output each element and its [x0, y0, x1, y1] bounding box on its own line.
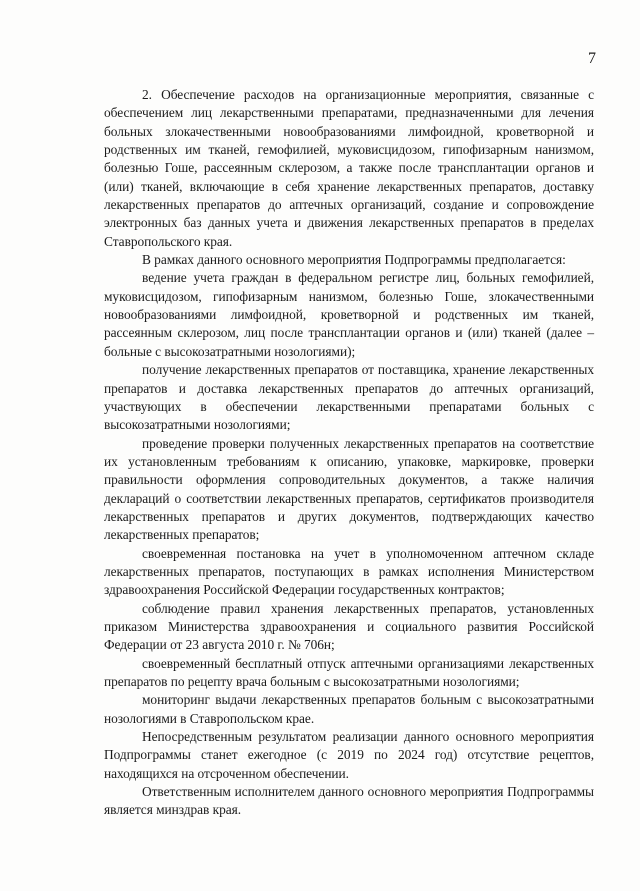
- paragraph-receipt: получение лекарственных препаратов от поставщика, хранение лекарственных препаратов и доставка лекарственных препаратов до аптечных организаций, участвующих в обеспечении лекарственными препаратами больных с высокозатратными нозологиями;: [104, 362, 594, 433]
- paragraph-registration: своевременная постановка на учет в уполномоченном аптечном складе лекарственных препаратов, поступающих в рамках исполнения Министерством здравоохранения Российской Федерации государственных контрактов;: [104, 545, 594, 598]
- paragraph-expenses: 2. Обеспечение расходов на организационные мероприятия, связанные с обеспечением лиц лекарственными препаратами, предназначенными для лечения больных злокачественными новообразованиями лимфоидной, кроветворной и родственных им тканей, гемофилией, муковисцидозом, гипофизарным нанизмом, болезнью Гоше, рассеянным склерозом, а также после трансплантации органов и (или) тканей, включающие в себя хранение лекарственных препаратов, доставку лекарственных препаратов до аптечных организаций, создание и сопровождение электронных баз данных учета и движения лекарственных препаратов в пределах Ставропольского края.: [104, 87, 594, 249]
- page-number: 7: [588, 50, 596, 67]
- document-body: [104, 86, 594, 820]
- paragraph-intro: В рамках данного основного мероприятия Подпрограммы предполагается:: [142, 252, 566, 268]
- paragraph-responsible: Ответственным исполнителем данного основного мероприятия Подпрограммы является минздрав края.: [104, 784, 594, 818]
- paragraph-monitoring: мониторинг выдачи лекарственных препаратов больным с высокозатратными нозологиями в Ставропольском крае.: [104, 692, 594, 726]
- paragraph-inspection: проведение проверки полученных лекарственных препаратов на соответствие их установленным требованиям к описанию, упаковке, маркировке, проверки правильности оформления сопроводительных документов, а также наличия деклараций о соответствии лекарственных препаратов, сертификатов производителя лекарственных препаратов и других документов, подтверждающих качество лекарственных препаратов;: [104, 435, 594, 543]
- paragraph-storage-rules: соблюдение правил хранения лекарственных препаратов, установленных приказом Министерства здравоохранения и социального развития Российской Федерации от 23 августа 2010 г. № 706н;: [104, 600, 594, 653]
- paragraph-registry: ведение учета граждан в федеральном регистре лиц, больных гемофилией, муковисцидозом, гипофизарным нанизмом, болезнью Гоше, злокачественными новообразованиями лимфоидной, кроветворной и родственных им тканей, рассеянным склерозом, лиц после трансплантации органов и (или) тканей (далее – больные с высокозатратными нозологиями);: [104, 270, 594, 359]
- paragraph-result: Непосредственным результатом реализации данного основного мероприятия Подпрограммы станет ежегодное (с 2019 по 2024 год) отсутствие рецептов, находящихся на отсроченном обеспечении.: [104, 729, 594, 781]
- paragraph-dispensing: своевременный бесплатный отпуск аптечными организациями лекарственных препаратов по рецепту врача больным с высокозатратными нозологиями;: [104, 655, 594, 689]
